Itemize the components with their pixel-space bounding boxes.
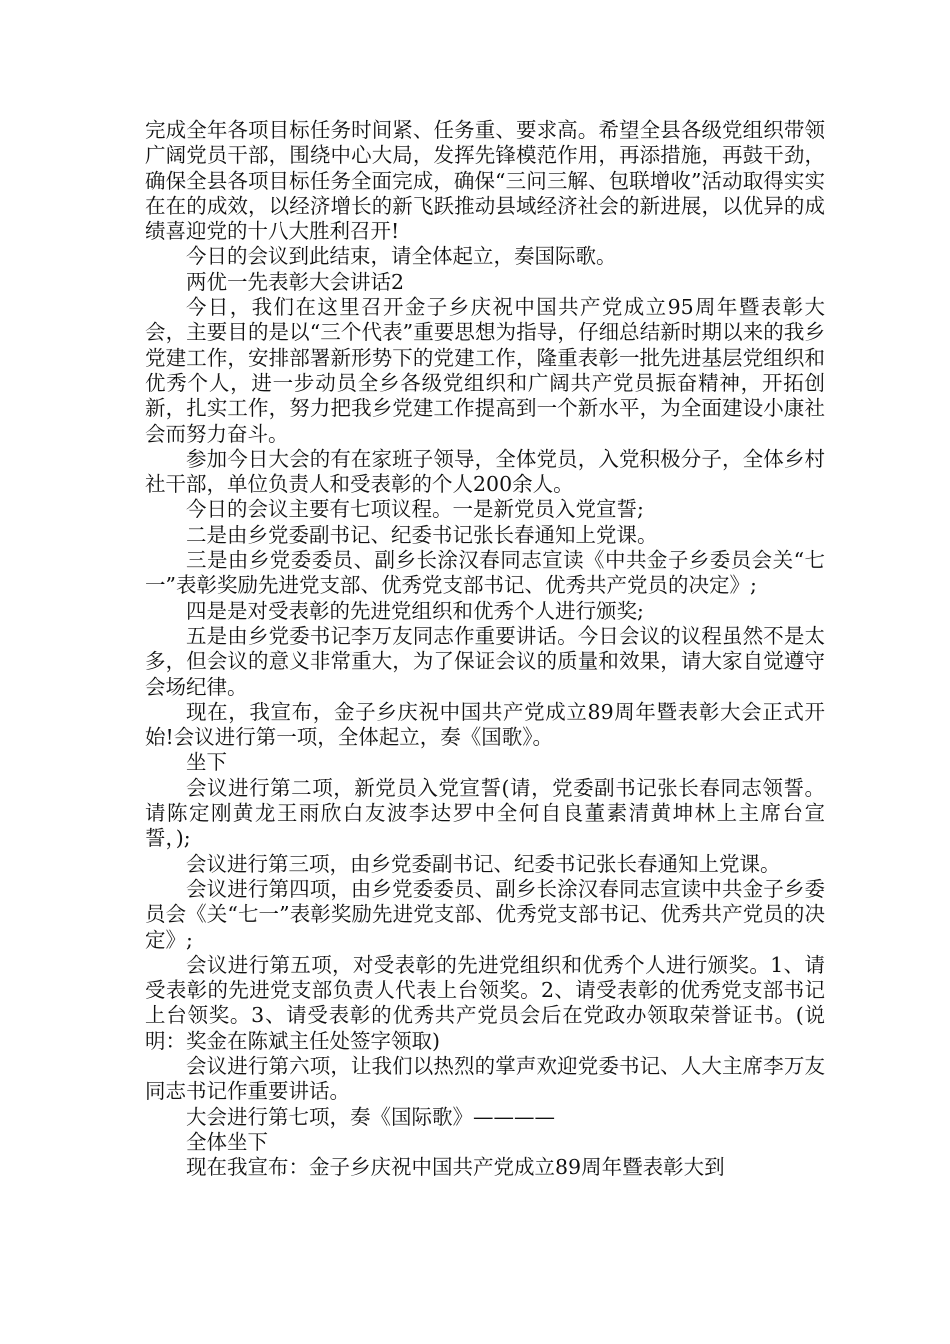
paragraph: 今日的会议到此结束，请全体起立，奏国际歌。 xyxy=(186,244,617,269)
paragraph: 参加今日大会的有在家班子领导，全体党员，入党积极分子，全体乡村社干部，单位负责人和受表彰的个人200余人。 xyxy=(145,446,825,497)
paragraph: 今日的会议主要有七项议程。一是新党员入党宣誓; xyxy=(186,497,644,522)
paragraph: 现在，我宣布，金子乡庆祝中国共产党成立89周年暨表彰大会正式开始!会议进行第一项，全体起立，奏《国歌》。 xyxy=(145,699,825,750)
paragraph: 会议进行第五项，对受表彰的先进党组织和优秀个人进行颁奖。1、请受表彰的先进党支部负责人代表上台领奖。2、请受表彰的优秀党支部书记上台领奖。3、请受表彰的优秀共产党员会后在党政办领取荣誉证书。(说明：奖金在陈斌主任处签字领取) xyxy=(145,952,825,1053)
paragraph: 会议进行第二项，新党员入党宣誓(请，党委副书记张长春同志领誓。请陈定刚黄龙王雨欣白友波李达罗中全何自良董素清黄坤林上主席台宣誓，); xyxy=(145,775,825,851)
paragraph: 全体坐下 xyxy=(186,1129,268,1154)
paragraph: 完成全年各项目标任务时间紧、任务重、要求高。希望全县各级党组织带领广阔党员干部，围绕中心大局，发挥先锋模范作用，再添措施，再鼓干劲，确保全县各项目标任务全面完成，确保“三问三解、包联增收”活动取得实实在在的成效，以经济增长的新飞跃推动县域经济社会的新进展，以优异的成绩喜迎党的十八大胜利召开! xyxy=(145,118,825,244)
document-body xyxy=(145,118,825,1180)
paragraph: 今日，我们在这里召开金子乡庆祝中国共产党成立95周年暨表彰大会，主要目的是以“三个代表”重要思想为指导，仔细总结新时期以来的我乡党建工作，安排部署新形势下的党建工作，隆重表彰一批先进基层党组织和优秀个人，进一步动员全乡各级党组织和广阔共产党员振奋精神，开拓创新，扎实工作，努力把我乡党建工作提高到一个新水平，为全面建设小康社会而努力奋斗。 xyxy=(145,295,825,446)
paragraph: 现在我宣布：金子乡庆祝中国共产党成立89周年暨表彰大到 xyxy=(186,1155,725,1180)
paragraph: 三是由乡党委委员、副乡长涂汉春同志宣读《中共金子乡委员会关“七一”表彰奖励先进党支部、优秀党支部书记、优秀共产党员的决定》; xyxy=(145,548,825,598)
paragraph: 四是是对受表彰的先进党组织和优秀个人进行颁奖; xyxy=(186,598,644,623)
paragraph: 会议进行第四项，由乡党委委员、副乡长涂汉春同志宣读中共金子乡委员会《关“七一”表彰奖励先进党支部、优秀党支部书记、优秀共产党员的决定》; xyxy=(145,876,825,952)
paragraph: 坐下 xyxy=(186,750,227,775)
paragraph: 五是由乡党委书记李万友同志作重要讲话。今日会议的议程虽然不是太多，但会议的意义非常重大，为了保证会议的质量和效果，请大家自觉遵守会场纪律。 xyxy=(145,623,825,699)
paragraph: 会议进行第三项，由乡党委副书记、纪委书记张长春通知上党课。 xyxy=(186,851,781,876)
section-heading: 两优一先表彰大会讲话2 xyxy=(186,269,405,294)
paragraph: 二是由乡党委副书记、纪委书记张长春通知上党课。 xyxy=(186,522,658,547)
paragraph: 会议进行第六项，让我们以热烈的掌声欢迎党委书记、人大主席李万友同志书记作重要讲话。 xyxy=(145,1053,825,1104)
paragraph: 大会进行第七项，奏《国际歌》———— xyxy=(186,1104,555,1129)
